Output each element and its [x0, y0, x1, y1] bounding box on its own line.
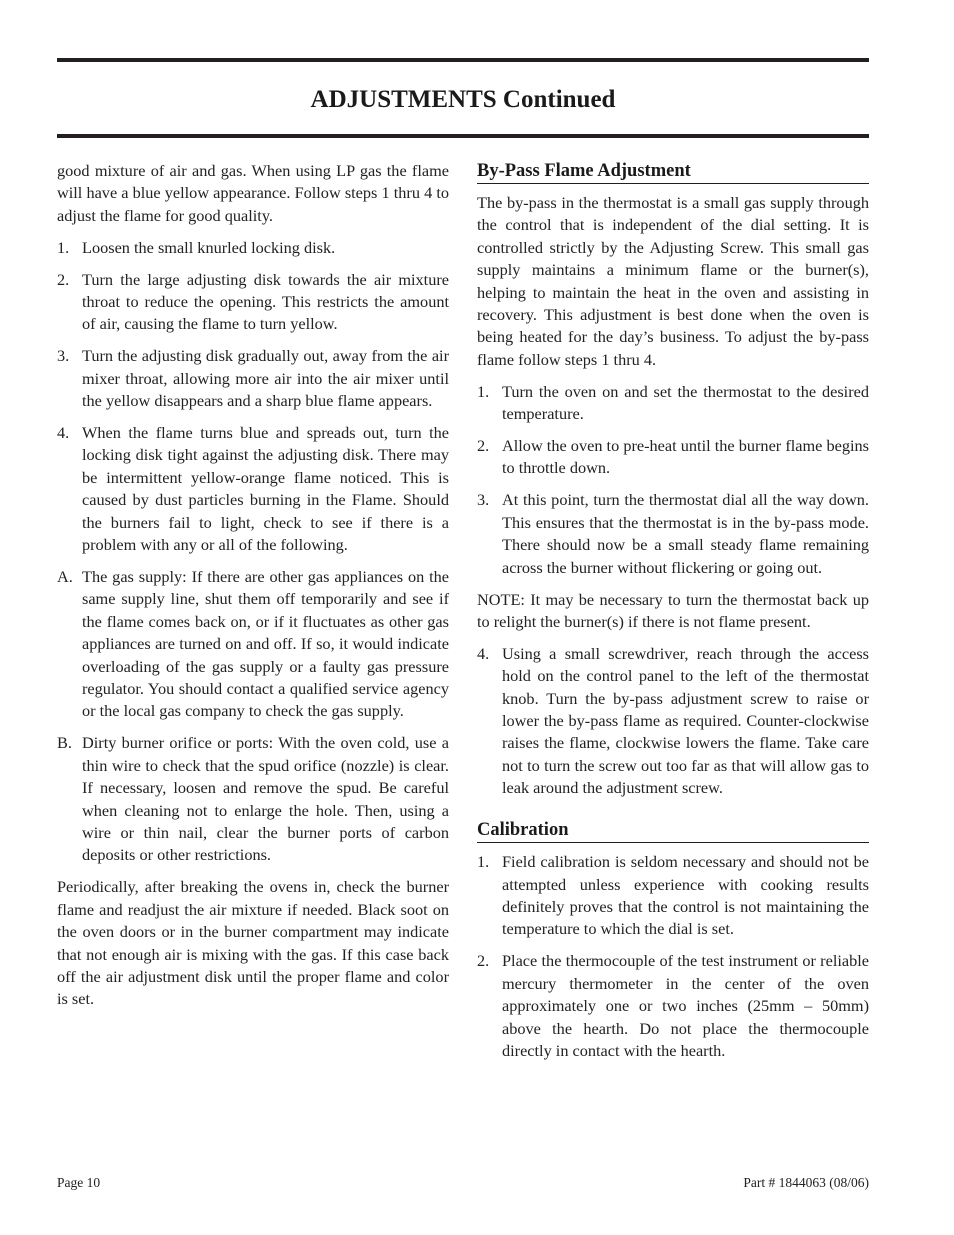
note-text: : It may be necessary to turn the thermostat back up to relight the burner(s) if there is not flame present.	[477, 589, 869, 631]
list-text: Turn the oven on and set the thermostat to the desired temperature.	[502, 381, 869, 424]
left-column	[57, 160, 449, 1020]
list-number: 4.	[477, 643, 490, 663]
page-number: Page 10	[57, 1175, 101, 1190]
list-text: Turn the adjusting disk gradually out, away from the air mixer throat, allowing more air into the air mixer until the yellow disappears and a sharp blue flame appears.	[82, 346, 449, 411]
list-text: Place the thermocouple of the test instrument or reliable mercury thermometer in the center of the oven approximately one or two inches (25mm – 50mm) above the hearth. Do not place the thermocouple directly in contact with the hearth.	[502, 951, 869, 1060]
list-item	[57, 732, 449, 866]
list-item	[57, 345, 449, 412]
list-item	[57, 237, 449, 259]
list-item	[57, 269, 449, 336]
calibration-heading: Calibration	[477, 819, 869, 843]
list-number: 3.	[477, 490, 490, 510]
list-text: At this point, turn the thermostat dial all the way down. This ensures that the thermostat is in the by-pass mode. There should now be a small steady flame remaining across the burner without flickering or going out.	[502, 490, 869, 577]
title-bottom-rule	[57, 134, 869, 138]
list-item	[477, 643, 869, 800]
list-text: Turn the large adjusting disk towards the air mixture throat to reduce the opening. This restricts the amount of air, causing the flame to turn yellow.	[82, 269, 449, 334]
list-number: 2.	[57, 269, 70, 289]
bypass-intro: The by-pass in the thermostat is a small gas supply through the control that is independent of the dial setting. It is controlled strictly by the Adjusting Screw. This small gas supply maintains a minimum flame or the burner(s), helping to maintain the heat in the oven and assisting in recovery. This adjustment is best done when the oven is being heated for the day’s business. To adjust the by-pass flame follow steps 1 thru 4.	[477, 193, 869, 369]
intro-paragraph: good mixture of air and gas. When using LP gas the flame will have a blue yellow appearance. Follow steps 1 thru 4 to adjust the flame for good quality.	[57, 161, 449, 225]
list-text: Field calibration is seldom necessary and should not be attempted unless experience with cooking results definitely proves that the control is not maintaining the temperature to which the dial is set.	[502, 852, 869, 939]
part-number: Part # 1844063 (08/06)	[743, 1175, 869, 1190]
bypass-heading: By-Pass Flame Adjustment	[477, 160, 869, 184]
list-number: A.	[57, 567, 73, 586]
list-number: 2.	[477, 951, 490, 971]
list-number: B.	[57, 733, 72, 753]
list-number: 1.	[57, 237, 70, 257]
note-paragraph	[477, 589, 869, 634]
right-column	[477, 160, 869, 1072]
list-text: Using a small screwdriver, reach through the access hold on the control panel to the left of the thermostat knob. Turn the by-pass adjustment screw to raise or lower the by-pass flame as required. Counter-clockwise raises the flame, clockwise lowers the flame. Take care not to turn the screw out too far as that will allow gas to leak around the adjustment screw.	[502, 643, 869, 798]
list-item	[477, 381, 869, 426]
list-item	[477, 435, 869, 480]
closing-paragraph: Periodically, after breaking the ovens in, check the burner flame and readjust the air mixture if needed. Black soot on the oven doors or in the burner compartment may indicate that not enough air is mixing with the gas. If this case back off the air adjustment disk until the proper flame and color is set.	[57, 877, 449, 1009]
list-text: When the flame turns blue and spreads out, turn the locking disk tight against the adjusting disk. There may be intermittent yellow-orange flame noticed. This is caused by dust particles burning in the Flame. Should the burners fail to light, check to see if there is a problem with any or all of the following.	[82, 423, 449, 555]
page-title: ADJUSTMENTS Continued	[310, 86, 616, 113]
note-label: NOTE	[477, 589, 521, 609]
list-item	[477, 851, 869, 941]
top-rule	[57, 58, 869, 62]
list-text: Dirty burner orifice or ports: With the oven cold, use a thin wire to check that the spud orifice (nozzle) is clear. If necessary, loosen and remove the spud. Be careful when cleaning not to enlarge the hole. Then, using a wire or thin nail, clear the burner ports of carbon deposits or other restrictions.	[82, 733, 449, 865]
list-item	[477, 950, 869, 1062]
list-number: 2.	[477, 436, 490, 456]
list-item	[57, 422, 449, 556]
list-text: Allow the oven to pre-heat until the burner flame begins to throttle down.	[502, 436, 869, 478]
list-number: 4.	[57, 423, 70, 443]
list-number: 1.	[477, 381, 490, 401]
list-text: Loosen the small knurled locking disk.	[82, 237, 336, 257]
list-number: 3.	[57, 346, 70, 366]
list-number: 1.	[477, 852, 490, 872]
list-item	[57, 566, 449, 723]
list-item	[477, 489, 869, 579]
list-text: The gas supply: If there are other gas appliances on the same supply line, shut them off temporarily and see if the flame comes back on, or if it fluctuates as other gas appliances are turned on and off. If so, it would indicate overloading of the gas supply or a faulty gas pressure regulator. You should contact a qualified service agency or the local gas company to check the gas supply.	[82, 567, 449, 721]
